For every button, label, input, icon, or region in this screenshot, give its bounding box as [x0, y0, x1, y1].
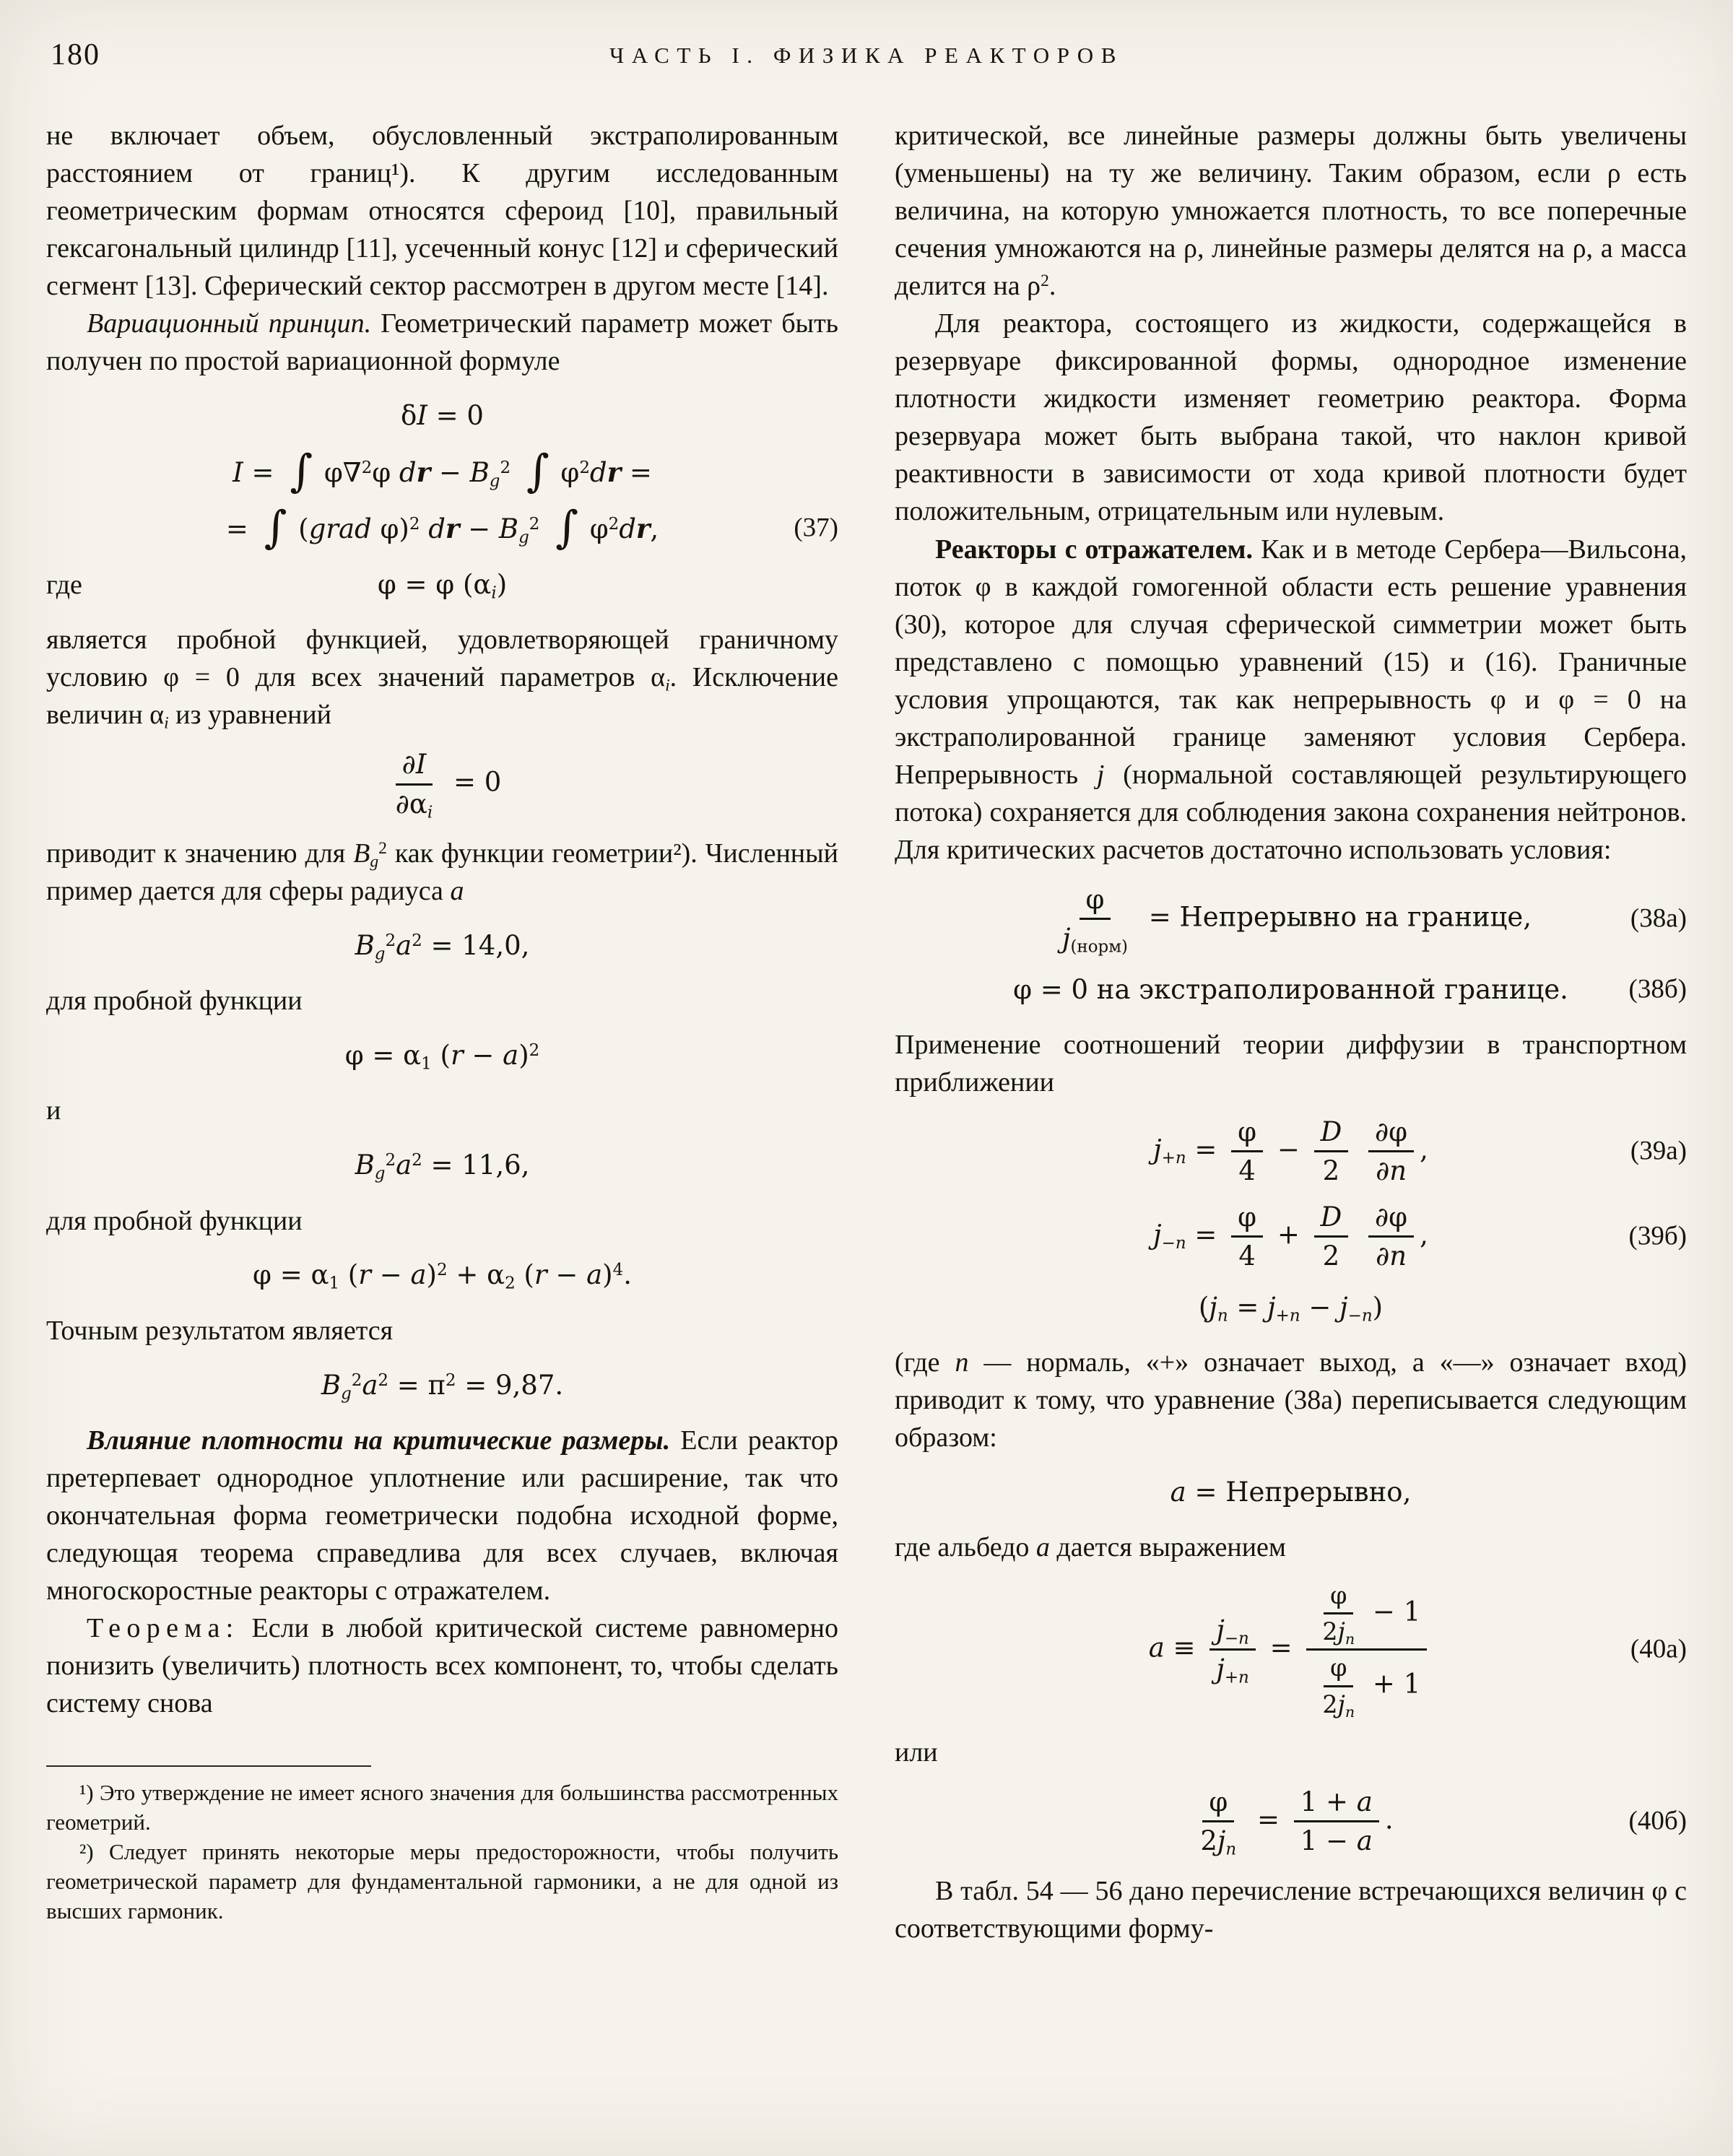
footnotes [46, 1765, 838, 1926]
paragraph-lead-density: Влияние плотности на критические размеры. [87, 1425, 671, 1456]
equation-body: $\frac{\varphi}{j_{(норм)}}$ = Непрерывно на границе, [1062, 883, 1532, 957]
paragraph-extrapolated-volume: не включает объем, обусловленный экстраполированным расстоянием от границ¹). К другим исследованным геометрическим формам относятся сфероид [10], правильный гексагональный цилиндр [11], усеченный конус [12] и сферический сегмент [13]. Сферический сектор рассмотрен в другом месте [14]. [46, 121, 838, 302]
equation-body: I = ∫ φ∇$^2$φ dr − $B_g^2$ ∫ $\varphi^2dr$ = [233, 445, 652, 497]
conjunction-or: или [895, 1736, 938, 1768]
paragraph-for-trial-2: для пробной функции [46, 1205, 303, 1236]
left-column [46, 117, 838, 1947]
equation-38a [895, 883, 1687, 957]
equation-jn-definition [895, 1287, 1687, 1328]
page-header [46, 29, 1687, 91]
equation-delta-i [46, 396, 838, 436]
equation-number-38a: (38а) [1630, 903, 1687, 934]
equation-40b [895, 1786, 1687, 1859]
paragraph-text: Геометрический параметр может быть получен по простой вариационной формуле [46, 308, 839, 377]
paragraph-tables-54-56: В табл. 54 — 56 дано перечисление встречающихся величин φ с соответствующими форму- [895, 1875, 1687, 1944]
equation-body: $\varphi = \alpha_1$ $(r - a)^2$ [344, 1040, 540, 1074]
equation-body: $j_{+n}$ = $\frac{\varphi}{4}$ − $\frac{D}{2}$ $\frac{\partial\varphi}{\partial n}$ , [1153, 1116, 1428, 1187]
equation-body: δI = 0 [401, 400, 484, 432]
equation-bg-11 [46, 1146, 838, 1186]
equation-39b [895, 1202, 1687, 1272]
footnote-rule [46, 1765, 371, 1767]
equation-body: $\frac{\partial I}{\partial\alpha_i}$ = 0 [395, 749, 502, 822]
equation-number-40a: (40а) [1630, 1634, 1687, 1664]
right-column [895, 117, 1687, 1947]
footnote-1: ¹) Это утверждение не имеет ясного значения для большинства рассмотренных геометрий. [46, 1780, 838, 1835]
page-number: 180 [51, 38, 100, 71]
equation-number-37: (37) [794, 513, 838, 543]
paragraph-lead-theorem: Теорема: [87, 1612, 240, 1643]
equation-38b [895, 970, 1687, 1010]
paragraph-density-effect [46, 1422, 838, 1609]
paragraph-diffusion-theory: Применение соотношений теории диффузии в транспортном приближении [895, 1029, 1687, 1097]
equation-40a [895, 1581, 1687, 1721]
equation-number-40b: (40б) [1628, 1806, 1687, 1836]
equation-body: φ = φ $(\alpha_i)$ [377, 569, 508, 603]
paragraph-critical-sizes: критической, все линейные размеры должны быть увеличены (уменьшены) на ту же величину. Таким образом, если ρ есть величина, на которую умножается плотность, то все поперечные сечения умножаются на ρ, линейные размеры делятся на ρ, а масса делится на $\rho^2$. [895, 121, 1687, 302]
paragraph-text: Если в любой критической системе равномерно понизить (увеличить) плотность всех компонент, то, чтобы сделать систему снова [46, 1612, 838, 1718]
equation-number-39b: (39б) [1628, 1221, 1687, 1251]
paragraph-trial-function: является пробной функцией, удовлетворяющей граничному условию φ = 0 для всех значений параметров $\alpha_i$. Исключение величин $\alpha_i$ из уравнений [46, 625, 838, 734]
equation-body: = ∫ (grad φ)$^2$ dr − $B_g^2$ ∫ $\varphi^2dr$, [225, 501, 659, 553]
paragraph-text: Как и в методе Сербера—Вильсона, поток φ в каждой гомогенной области есть решение уравнения (30), которое для случая сферической симметрии может быть представлено с помощью уравнений (15) и (16). Граничные условия упрощаются, так как непрерывность φ и φ = 0 на экстраполированной границе заменяют условия Сербера. Непрерывность j (нормальной составляющей результирующего потока) сохраняется для соблюдения закона сохранения нейтронов. Для критических расчетов достаточно использовать условия: [895, 534, 1688, 865]
paragraph-albedo-intro: где альбедо a дается выражением [895, 1531, 1286, 1562]
running-head: ЧАСТЬ I. ФИЗИКА РЕАКТОРОВ [609, 43, 1124, 68]
paragraph-normal-note: (где n — нормаль, «+» означает выход, а «—» означает вход) приводит к тому, что уравнение (38а) переписывается следующим образом: [895, 1347, 1687, 1453]
paragraph-text: Если реактор претерпевает однородное уплотнение или расширение, так что окончательная форма геометрически подобна исходной форме, следующая теорема справедлива для всех случаев, включая многоскоростные реакторы с отражателем. [46, 1425, 839, 1606]
paragraph-reflected-reactors [895, 531, 1687, 869]
paragraph-lead-reflected: Реакторы с отражателем. [935, 534, 1253, 565]
equation-body: $B_g^2a^2 = 14,0$, [355, 930, 530, 964]
where-word: где [46, 570, 82, 601]
equation-phi-alpha [46, 565, 838, 605]
equation-37 [46, 501, 838, 553]
equation-exact [46, 1365, 838, 1406]
equation-body: $B_g^2a^2 = 11,6$, [355, 1149, 530, 1183]
equation-body: $(j_n = j_{+n} - j_{-n})$ [1198, 1291, 1384, 1325]
equation-number-38b: (38б) [1628, 974, 1687, 1004]
equation-bg-14 [46, 926, 838, 966]
equation-body: $\varphi = \alpha_1$ $(r - a)^2 + \alpha_2$ $(r - a)^4$. [253, 1259, 632, 1293]
equation-body: $\frac{\varphi}{2j_n}$ = $\frac{1 + a}{1 - a}$ . [1200, 1786, 1394, 1859]
equation-body: a ≡ $\frac{j_{-n}}{j_{+n}}$ = $\frac{\varphi}{2j_n}$ − 1 $\frac{\varphi}{2j_n}$ + 1 [1149, 1582, 1433, 1718]
paragraph-bg-geometry: приводит к значению для $B_g^2$ как функции геометрии²). Численный пример дается для сферы радиуса a [46, 838, 838, 907]
equation-number-39a: (39а) [1630, 1136, 1687, 1166]
equation-functional-line1 [46, 445, 838, 497]
paragraph-lead-variational: Вариационный принцип. [87, 308, 372, 339]
equation-body: φ = 0 на экстраполированной границе. [1013, 973, 1568, 1005]
paragraph-for-trial-1: для пробной функции [46, 986, 303, 1017]
equation-trial-1 [46, 1035, 838, 1076]
equation-39a [895, 1117, 1687, 1186]
paragraph-variational-principle [46, 305, 838, 380]
equation-body: $B_g^2a^2 = \pi^2 = 9,87$. [321, 1369, 564, 1403]
equation-albedo-continuous [895, 1472, 1687, 1513]
paragraph-theorem [46, 1609, 838, 1722]
equation-di-dalpha [46, 749, 838, 822]
footnote-2: ²) Следует принять некоторые меры предосторожности, чтобы получить геометрической параметр для фундаментальной гармоники, а не для одной из высших гармоник. [46, 1838, 838, 1924]
equation-trial-2 [46, 1256, 838, 1296]
equation-body: $j_{-n}$ = $\frac{\varphi}{4}$ + $\frac{D}{2}$ $\frac{\partial\varphi}{\partial n}$ , [1153, 1201, 1428, 1272]
conjunction-and: и [46, 1095, 61, 1126]
two-column-layout [46, 117, 1687, 1947]
paragraph-liquid-reactor: Для реактора, состоящего из жидкости, содержащейся в резервуаре фиксированной формы, однородное изменение плотности жидкости изменяет геометрию реактора. Форма резервуара может быть выбрана такой, что наклон кривой реактивности в зависимости от хода кривой плотности будет положительным, отрицательным или нулевым. [895, 308, 1687, 527]
paragraph-exact-result: Точным результатом является [46, 1315, 394, 1346]
equation-body: a = Непрерывно, [1170, 1476, 1412, 1508]
